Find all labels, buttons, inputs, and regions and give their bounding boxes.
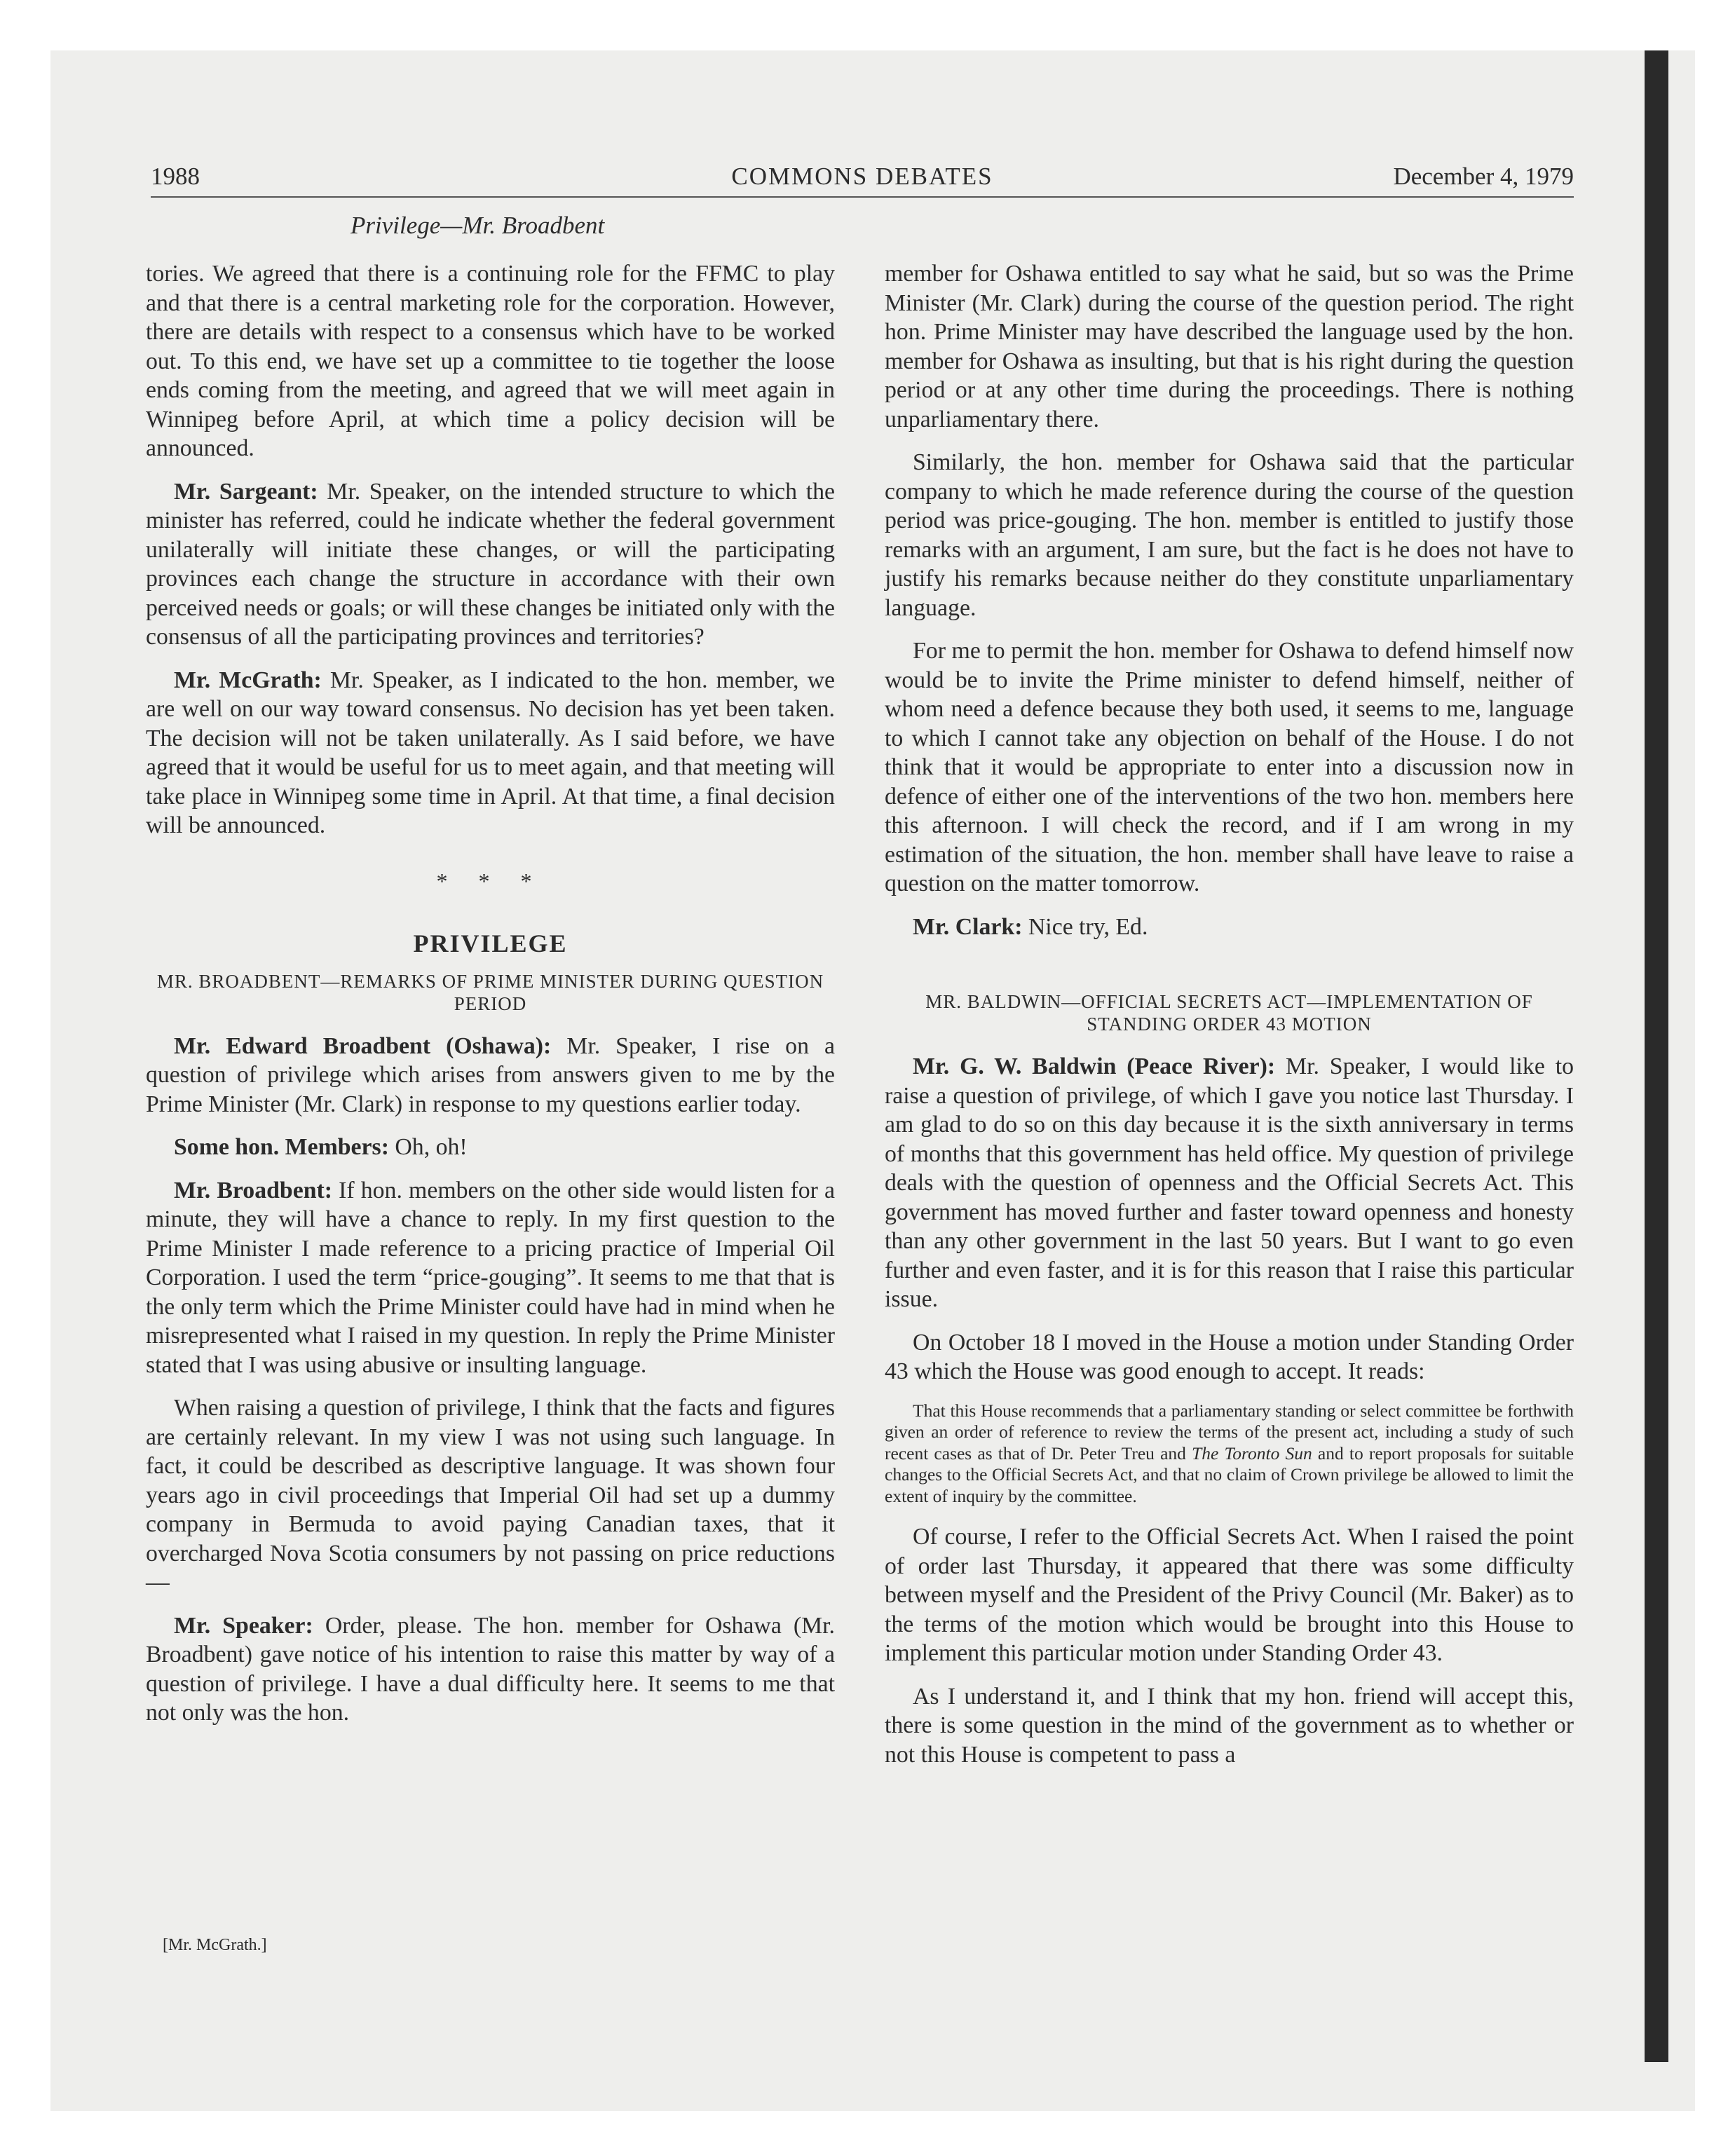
paragraph: For me to permit the hon. member for Oshawa to defend himself now would be to invite the Prime minister to defend himself, neither of whom need a defence because they both used, it seems to me, language to which I cannot take any objection on behalf of the House. I do not think that it would be appropriate to enter into a discussion now in defence of either one of the interventions of the two hon. members here this afternoon. I will check the record, and if I am wrong in my estimation of the situation, the hon. member shall have leave to raise a question on the matter tomorrow. [885,638,1574,896]
speaker-name: Mr. McGrath: [174,667,322,693]
quote-text: That this House recommends that a parliamentary standing or select committee be forthwith given an order of reference to review the terms of the present act, including a study of such recent cases as that of Dr. Peter Treu and [885,1400,1574,1464]
speaker-name: Mr. Broadbent: [174,1177,332,1203]
running-head: Privilege—Mr. Broadbent [351,212,605,239]
page-number: 1988 [151,163,200,190]
speech-text: Nice try, Ed. [1022,913,1148,940]
paragraph: member for Oshawa entitled to say what he said, but so was the Prime Minister (Mr. Clark) during the course of the question period. The right hon. Prime Minister may have described the language used by the hon. member for Oshawa as insulting, but that is his right during the question period or at any other time during the proceedings. There is nothing unparliamentary there. [885,261,1574,432]
subsection-heading: MR. BROADBENT—REMARKS OF PRIME MINISTER DURING QUESTION PERIOD [156,970,824,1014]
speaker-name: Mr. Clark: [913,913,1023,940]
paragraph: On October 18 I moved in the House a motion under Standing Order 43 which the House was good enough to accept. It reads: [885,1329,1574,1384]
page-header [151,163,1574,198]
speech-text: Mr. Speaker, I rise on a question of privilege which arises from answers given to me by the Prime Minister (Mr. Clark) in response to my questions earlier today. [146,1032,835,1117]
paragraph: Similarly, the hon. member for Oshawa said that the particular company to which he made reference during the course of the question period was price-gouging. The hon. member is entitled to justify those remarks with an argument, I am sure, but the fact is he does not have to justify his remarks because neither do they constitute unparliamentary language. [885,449,1574,621]
paragraph: tories. We agreed that there is a continuing role for the FFMC to play and that there is a central marketing role for the corporation. However, there are details with respect to a consensus which have to be worked out. To this end, we have set up a committee to tie together the loose ends coming from the meeting, and agreed that we will meet again in Winnipeg before April, at which time a policy decision will be announced. [146,261,835,461]
paragraph [885,913,1574,942]
paragraph: As I understand it, and I think that my hon. friend will accept this, there is some question in the mind of the government as to whether or not this House is competent to pass a [885,1683,1574,1768]
right-column [885,259,1574,1783]
paragraph [146,1611,835,1728]
speech-text: Mr. Speaker, on the intended structure to which the minister has referred, could he indicate whether the federal government unilaterally will initiate these changes, or will the participating provinces each change the structure in accordance with their own perceived needs or goals; or will these changes be initiated only with the consensus of all the participating provinces and territories? [146,478,835,650]
paragraph [146,666,835,840]
quote-text: and to report proposals for suitable changes to the Official Secrets Act, and that no claim of Crown privilege be allowed to limit the extent of inquiry by the committee. [885,1442,1574,1506]
scan-edge [1645,50,1668,2062]
paragraph: When raising a question of privilege, I think that the facts and figures are certainly relevant. In my view I was not using such language. In fact, it could be described as descriptive language. It was shown four years ago in civil proceedings that Imperial Oil had set up a dummy company in Bermuda to avoid paying Canadian taxes, that it overcharged Nova Scotia consumers by not passing on price reductions— [146,1395,835,1595]
paragraph [146,477,835,652]
section-separator: * * * [436,868,545,894]
speech-text: Order, please. The hon. member for Oshawa (Mr. Broadbent) gave notice of his intention to raise this matter by way of a question of privilege. I have a dual difficulty here. It seems to me that not only was the hon. [146,1612,835,1726]
spacer [885,955,1574,990]
speech-text: If hon. members on the other side would listen for a minute, they will have a chance to reply. In my first question to the Prime Minister I made reference to a pricing practice of Imperial Oil Corporation. I used the term “price-gouging”. It seems to me that that is the only term which the Prime Minister could have had in mind when he misrepresented what I raised in my question. In reply the Prime Minister stated that I was using abusive or insulting language. [146,1177,835,1378]
speaker-name: Mr. Sargeant: [174,478,318,505]
paragraph: Of course, I refer to the Official Secrets Act. When I raised the point of order last Thursday, it appeared that there was some difficulty between myself and the President of the Privy Council (Mr. Baker) as to the terms of the motion which would be brought into this House to implement this particular motion under Standing Order 43. [885,1524,1574,1666]
motion-quote [885,1400,1574,1508]
speech-text: Mr. Speaker, as I indicated to the hon. member, we are well on our way toward consensus. No decision has yet been taken. The decision will not be taken unilaterally. As I said before, we have agreed that it would be useful for us to meet again, and that meeting will take place in Winnipeg some time in April. At that time, a final decision will be announced. [146,667,836,838]
publication-date: December 4, 1979 [1393,163,1574,190]
section-title: PRIVILEGE [413,929,568,957]
paragraph [885,1052,1574,1314]
speech-text: Oh, oh! [388,1134,468,1160]
footnote: [Mr. McGrath.] [163,1936,267,1954]
speaker-name: Some hon. Members: [174,1134,389,1160]
paragraph [146,1133,835,1162]
speech-text: Mr. Speaker, I would like to raise a question of privilege, of which I gave you notice last Thursday. I am glad to do so on this day because it is the sixth anniversary in terms of months that this government has held office. My question of privilege deals with the question of openness and the Official Secrets Act. This government has moved further and faster toward openness and honesty than any other government in the last 50 years. But I want to go even further and even faster, and it is for this reason that I raise this particular issue. [885,1053,1574,1312]
publication-title: COMMONS DEBATES [731,163,993,190]
quote-italic: The Toronto Sun [1192,1442,1312,1464]
subsection-heading: MR. BALDWIN—OFFICIAL SECRETS ACT—IMPLEMENTATION OF STANDING ORDER 43 MOTION [925,991,1533,1035]
left-column [146,259,835,1742]
paragraph [146,1032,835,1119]
speaker-name: Mr. G. W. Baldwin (Peace River): [913,1053,1276,1079]
speaker-name: Mr. Speaker: [174,1612,313,1639]
speaker-name: Mr. Edward Broadbent (Oshawa): [174,1032,552,1059]
paragraph [146,1176,835,1380]
